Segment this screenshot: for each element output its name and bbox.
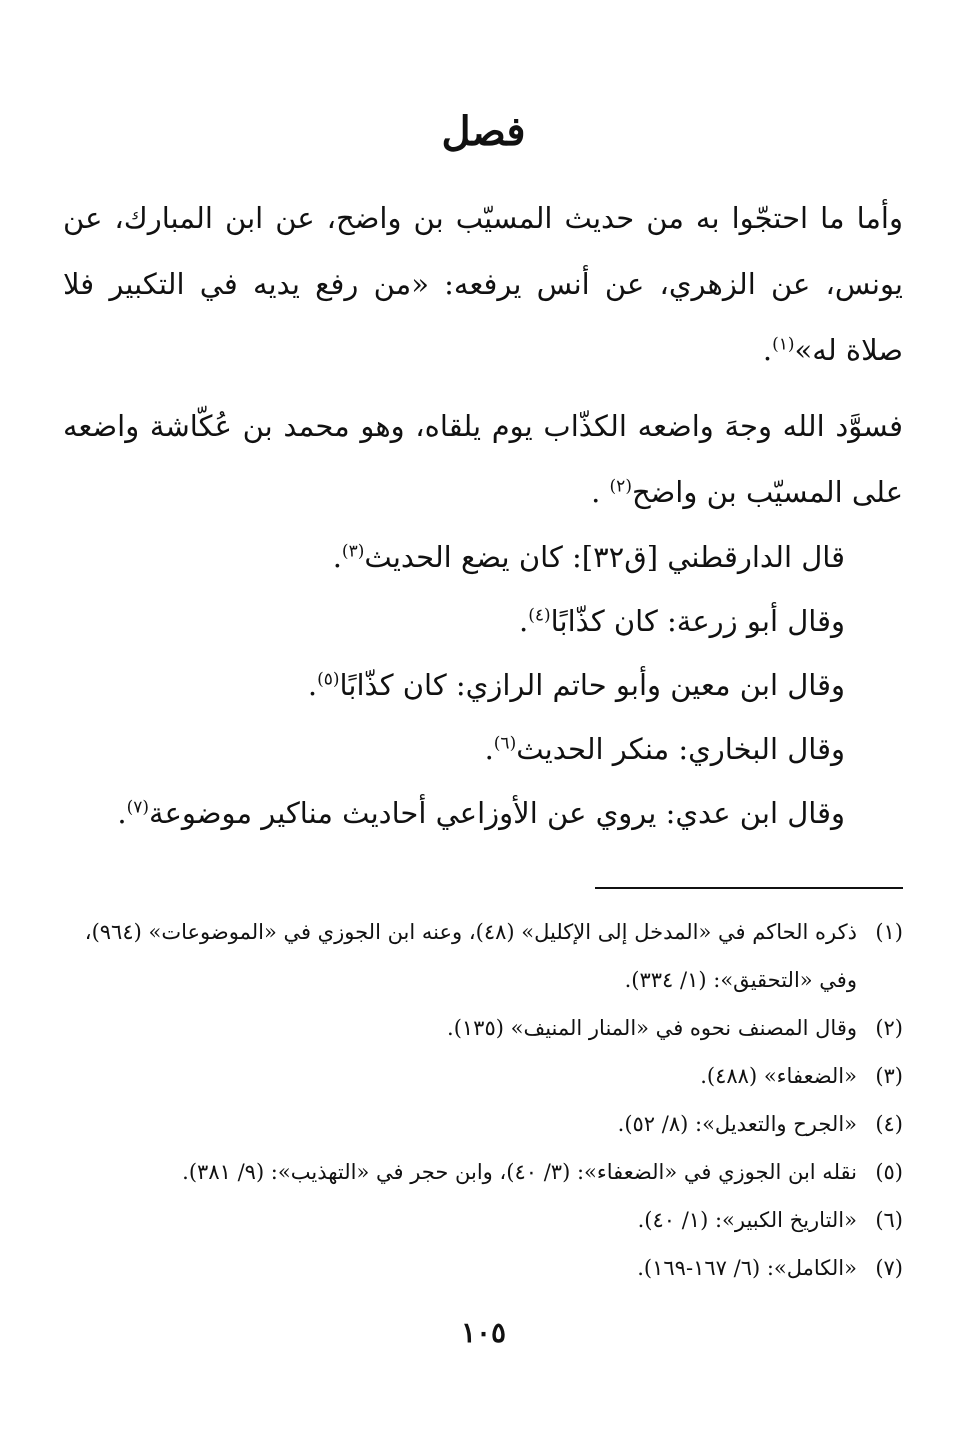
footnote-ref[interactable]: (٤)	[528, 605, 551, 626]
footnote-text: «الجرح والتعديل»: (٨/ ٥٢).	[617, 1112, 857, 1136]
footnote-item	[58, 908, 903, 1004]
footnote-ref[interactable]: (٧)	[126, 797, 150, 818]
footnote-number[interactable]: (٢)	[875, 1016, 903, 1040]
footnote-item	[58, 1148, 903, 1196]
quote-tail: .	[484, 732, 494, 766]
quote-tail: .	[332, 540, 342, 574]
footnote-ref[interactable]: (٦)	[493, 733, 517, 754]
quote-line	[63, 781, 903, 845]
footnote-text: «التاريخ الكبير»: (١/ ٤٠).	[637, 1208, 857, 1232]
quote-text: وقال ابن معين وأبو حاتم الرازي: كان كذّابًا	[339, 668, 845, 702]
footnote-ref[interactable]: (٣)	[341, 541, 365, 562]
footnote-number[interactable]: (٣)	[875, 1064, 903, 1088]
section-title: فصل	[441, 108, 526, 155]
quote-line	[63, 589, 903, 653]
footnote-item	[58, 1196, 903, 1244]
quote-tail: .	[519, 604, 529, 638]
footnote-text: وقال المصنف نحوه في «المنار المنيف» (١٣٥).	[447, 1016, 857, 1040]
paragraph-tail: .	[591, 475, 610, 509]
quote-text: وقال أبو زرعة: كان كذّابًا	[550, 604, 845, 638]
paragraph-text: فسوَّد الله وجهَ واضعه الكذّاب يوم يلقاه، وهو محمد بن عُكّاشة واضعه على المسيّب بن واضح	[63, 409, 903, 509]
quote-text: وقال ابن عدي: يروي عن الأوزاعي أحاديث مناكير موضوعة	[149, 796, 845, 830]
page-number: ١٠٥	[460, 1316, 507, 1349]
footnote-item	[58, 1100, 903, 1148]
footnotes	[58, 908, 903, 1292]
footnote-text: «الضعفاء» (٤٨٨).	[700, 1064, 857, 1088]
footnote-text: «الكامل»: (٦/ ١٦٧-١٦٩).	[637, 1256, 857, 1280]
paragraph-text: وأما ما احتجّوا به من حديث المسيّب بن واضح، عن ابن المبارك، عن يونس، عن الزهري، عن أنس يرفعه: «من رفع يديه في التكبير فلا صلاة له»	[63, 201, 903, 367]
footnote-ref[interactable]: (٥)	[317, 669, 340, 690]
footnote-number[interactable]: (١)	[875, 920, 903, 944]
footnote-number[interactable]: (٤)	[875, 1112, 903, 1136]
quote-line	[63, 525, 903, 589]
quote-line	[63, 653, 903, 717]
footnote-item	[58, 1004, 903, 1052]
paragraph	[63, 393, 903, 525]
quote-line	[63, 717, 903, 781]
footnote-item	[58, 1052, 903, 1100]
quote-tail: .	[307, 668, 318, 702]
quote-tail: .	[117, 796, 127, 830]
quote-text: قال الدارقطني [ق٣٢]: كان يضع الحديث	[364, 540, 845, 574]
footnote-ref[interactable]: (٢)	[609, 476, 632, 497]
footnote-number[interactable]: (٧)	[875, 1256, 903, 1280]
footnote-item	[58, 1244, 903, 1292]
footnote-divider	[595, 887, 903, 889]
footnote-number[interactable]: (٦)	[875, 1208, 903, 1232]
footnote-text: نقله ابن الجوزي في «الضعفاء»: (٣/ ٤٠)، وابن حجر في «التهذيب»: (٩/ ٣٨١).	[182, 1160, 857, 1184]
quote-text: وقال البخاري: منكر الحديث	[516, 732, 845, 766]
footnote-ref[interactable]: (١)	[772, 334, 795, 355]
paragraph-tail: .	[762, 333, 773, 367]
footnote-text: ذكره الحاكم في «المدخل إلى الإكليل» (٤٨)، وعنه ابن الجوزي في «الموضوعات» (٩٦٤)، وفي «التحقيق»: (١/ ٣٣٤).	[84, 920, 857, 992]
paragraph	[63, 185, 903, 383]
footnote-number[interactable]: (٥)	[875, 1160, 903, 1184]
main-text	[63, 185, 903, 845]
